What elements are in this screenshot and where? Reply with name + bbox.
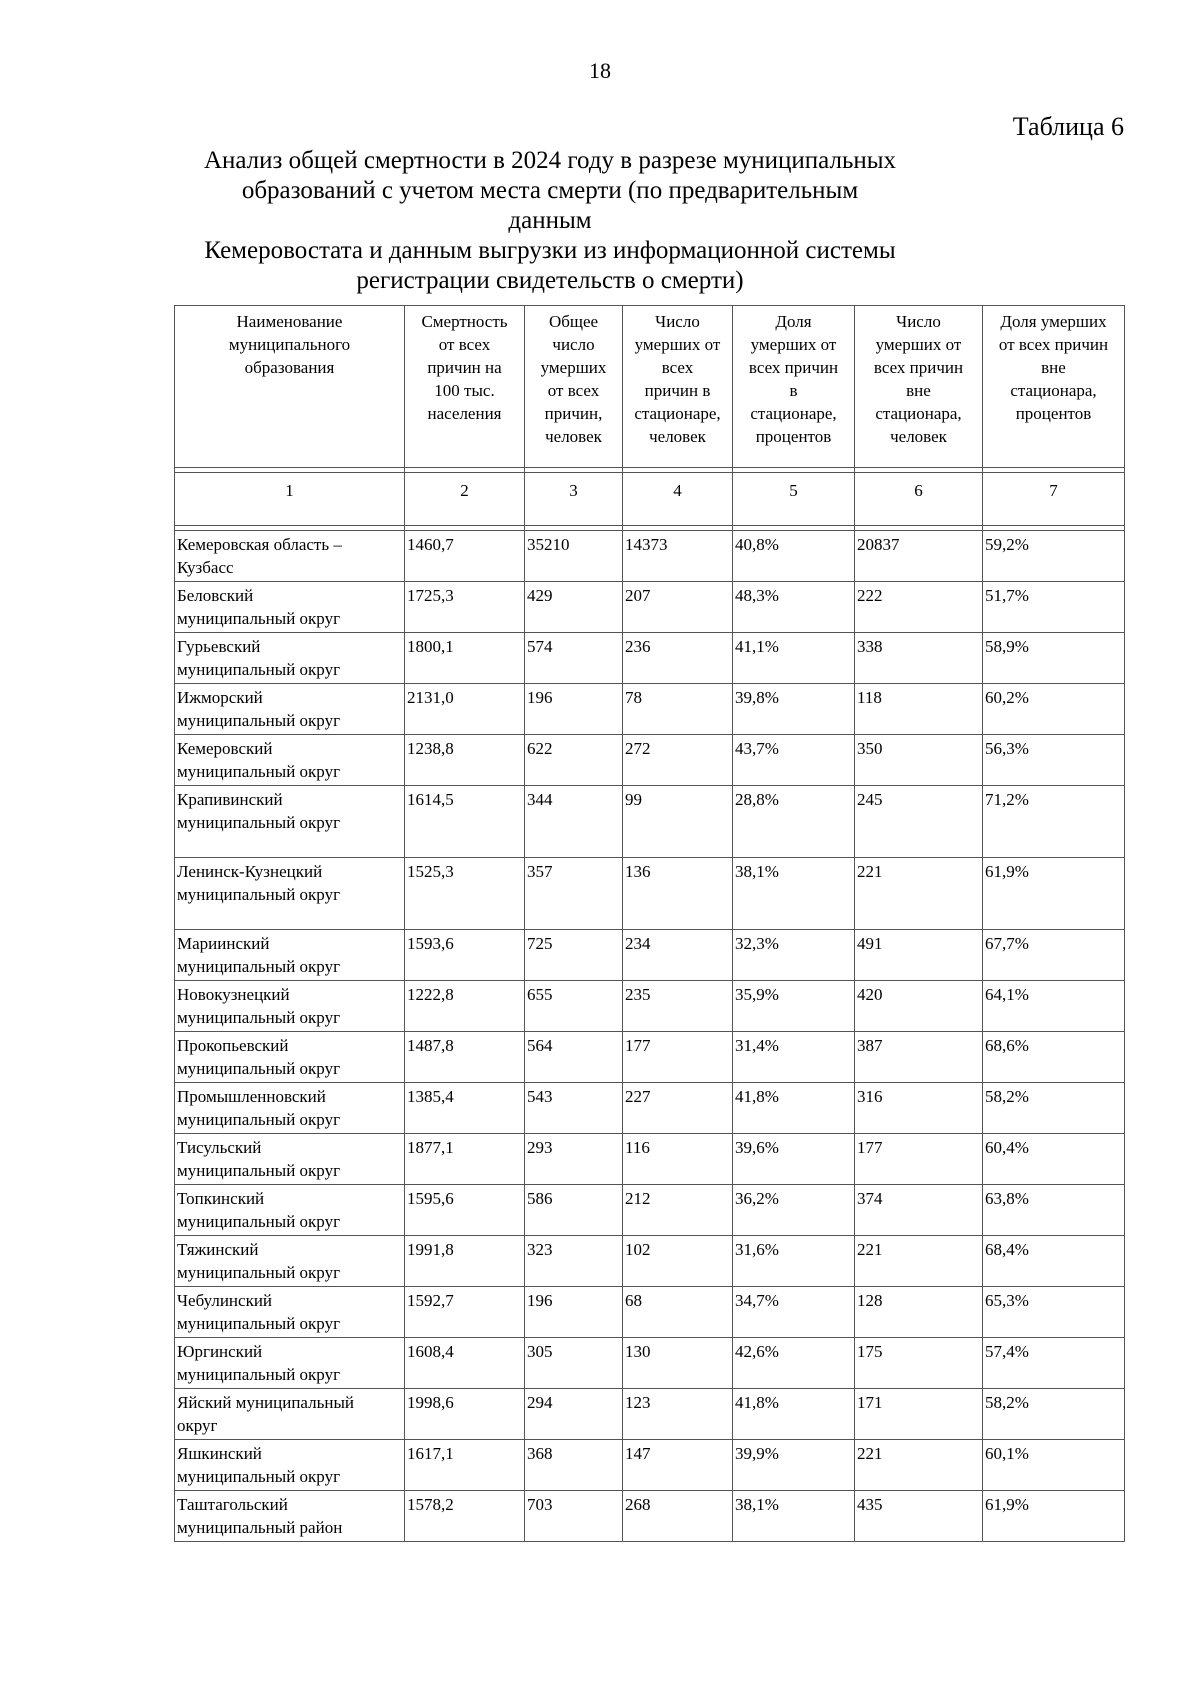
cell-in-hosp-pct: 38,1% (733, 858, 855, 930)
cell-out-hosp: 222 (855, 582, 983, 633)
column-header-line: муниципального (228, 335, 351, 354)
cell-in-hosp: 177 (623, 1032, 733, 1083)
cell-rate: 1991,8 (405, 1236, 525, 1287)
cell-rate: 1385,4 (405, 1083, 525, 1134)
table-row (175, 1338, 1125, 1389)
cell-rate: 1998,6 (405, 1389, 525, 1440)
column-header-line: Доля (775, 312, 812, 331)
cell-out-hosp: 420 (855, 981, 983, 1032)
column-header-line: стационара, (1010, 381, 1097, 400)
cell-in-hosp: 235 (623, 981, 733, 1032)
cell-out-hosp-pct: 60,1% (983, 1440, 1125, 1491)
column-header-line: умерших от (634, 335, 721, 354)
cell-out-hosp: 221 (855, 1236, 983, 1287)
column-header-line: всех причин (873, 358, 964, 377)
cell-out-hosp: 177 (855, 1134, 983, 1185)
municipality-name (175, 1338, 405, 1389)
cell-in-hosp: 14373 (623, 531, 733, 582)
cell-in-hosp-pct: 48,3% (733, 582, 855, 633)
municipality-name-line: муниципальный округ (177, 1314, 341, 1333)
cell-out-hosp: 350 (855, 735, 983, 786)
municipality-name (175, 1236, 405, 1287)
column-header-line: число (552, 335, 595, 354)
cell-rate: 1460,7 (405, 531, 525, 582)
cell-in-hosp-pct: 41,8% (733, 1389, 855, 1440)
cell-out-hosp-pct: 56,3% (983, 735, 1125, 786)
column-header-line: процентов (1015, 404, 1092, 423)
cell-in-hosp: 116 (623, 1134, 733, 1185)
column-number: 5 (733, 473, 855, 526)
table-row (175, 1389, 1125, 1440)
column-number: 3 (525, 473, 623, 526)
cell-out-hosp: 221 (855, 858, 983, 930)
cell-total: 368 (525, 1440, 623, 1491)
cell-rate: 1593,6 (405, 930, 525, 981)
cell-out-hosp-pct: 65,3% (983, 1287, 1125, 1338)
municipality-name (175, 531, 405, 582)
cell-out-hosp: 374 (855, 1185, 983, 1236)
cell-in-hosp: 212 (623, 1185, 733, 1236)
column-header-line: процентов (755, 427, 832, 446)
cell-out-hosp-pct: 64,1% (983, 981, 1125, 1032)
municipality-name-line: Кемеровская область – (177, 535, 342, 554)
cell-rate: 2131,0 (405, 684, 525, 735)
cell-rate: 1595,6 (405, 1185, 525, 1236)
table-row (175, 1287, 1125, 1338)
cell-total: 543 (525, 1083, 623, 1134)
title-line: регистрации свидетельств о смерти) (356, 267, 744, 294)
municipality-name-line: муниципальный округ (177, 711, 341, 730)
column-header-line: от всех причин (998, 335, 1109, 354)
municipality-name-line: Беловский (177, 586, 254, 605)
cell-total: 294 (525, 1389, 623, 1440)
column-header-line: вне (906, 381, 931, 400)
cell-total: 703 (525, 1491, 623, 1542)
cell-total: 725 (525, 930, 623, 981)
municipality-name-line: Прокопьевский (177, 1036, 289, 1055)
municipality-name-line: Яшкинский (177, 1444, 262, 1463)
cell-in-hosp: 207 (623, 582, 733, 633)
municipality-name-line: Гурьевский (177, 637, 261, 656)
column-header-line: Общее (548, 312, 599, 331)
cell-total: 586 (525, 1185, 623, 1236)
cell-out-hosp: 128 (855, 1287, 983, 1338)
title-line: Кемеровостата и данным выгрузки из информационной системы (204, 237, 896, 264)
municipality-name-line: Мариинский (177, 934, 270, 953)
column-header-line: Смертность (421, 312, 508, 331)
column-header-line: Доля умерших (1000, 312, 1107, 331)
municipality-name-line: Ижморский (177, 688, 263, 707)
cell-in-hosp: 236 (623, 633, 733, 684)
cell-in-hosp: 227 (623, 1083, 733, 1134)
cell-rate: 1222,8 (405, 981, 525, 1032)
cell-in-hosp-pct: 31,6% (733, 1236, 855, 1287)
cell-in-hosp-pct: 43,7% (733, 735, 855, 786)
cell-total: 574 (525, 633, 623, 684)
cell-rate: 1525,3 (405, 858, 525, 930)
table-row (175, 1083, 1125, 1134)
table-row (175, 633, 1125, 684)
municipality-name-line: Новокузнецкий (177, 985, 290, 1004)
column-header-line: Число (896, 312, 941, 331)
column-header-line: умерших от (875, 335, 962, 354)
mortality-table (174, 305, 1125, 1542)
municipality-name (175, 1134, 405, 1185)
cell-total: 35210 (525, 531, 623, 582)
municipality-name (175, 633, 405, 684)
column-header-line: от всех (547, 381, 600, 400)
municipality-name-line: Ленинск-Кузнецкий (177, 862, 323, 881)
cell-out-hosp-pct: 57,4% (983, 1338, 1125, 1389)
column-header-line: от всех (438, 335, 491, 354)
cell-in-hosp-pct: 31,4% (733, 1032, 855, 1083)
table-row (175, 1185, 1125, 1236)
cell-in-hosp-pct: 35,9% (733, 981, 855, 1032)
cell-in-hosp: 123 (623, 1389, 733, 1440)
cell-out-hosp: 316 (855, 1083, 983, 1134)
column-header-line: стационаре, (634, 404, 721, 423)
cell-in-hosp: 268 (623, 1491, 733, 1542)
cell-out-hosp: 435 (855, 1491, 983, 1542)
cell-in-hosp-pct: 34,7% (733, 1287, 855, 1338)
cell-in-hosp: 78 (623, 684, 733, 735)
cell-in-hosp-pct: 39,8% (733, 684, 855, 735)
table-row (175, 1440, 1125, 1491)
municipality-name (175, 1287, 405, 1338)
municipality-name (175, 1389, 405, 1440)
cell-out-hosp-pct: 58,2% (983, 1389, 1125, 1440)
cell-out-hosp: 171 (855, 1389, 983, 1440)
table-row (175, 981, 1125, 1032)
cell-total: 293 (525, 1134, 623, 1185)
column-header-line: причин в (644, 381, 711, 400)
municipality-name-line: муниципальный округ (177, 813, 341, 832)
column-header-line: умерших от (750, 335, 837, 354)
cell-rate: 1877,1 (405, 1134, 525, 1185)
column-number: 7 (983, 473, 1125, 526)
table-row (175, 582, 1125, 633)
cell-out-hosp: 491 (855, 930, 983, 981)
cell-out-hosp-pct: 60,2% (983, 684, 1125, 735)
column-header (855, 306, 983, 468)
column-header-line: вне (1041, 358, 1066, 377)
cell-in-hosp: 130 (623, 1338, 733, 1389)
cell-rate: 1592,7 (405, 1287, 525, 1338)
municipality-name-line: муниципальный округ (177, 957, 341, 976)
column-header (733, 306, 855, 468)
column-header-line: причин на (427, 358, 502, 377)
column-header-line: стационаре, (750, 404, 837, 423)
municipality-name-line: муниципальный округ (177, 1467, 341, 1486)
table-row (175, 1236, 1125, 1287)
column-header-line: населения (427, 404, 502, 423)
cell-out-hosp-pct: 68,4% (983, 1236, 1125, 1287)
cell-total: 196 (525, 684, 623, 735)
column-header-line: человек (649, 427, 706, 446)
cell-total: 564 (525, 1032, 623, 1083)
cell-total: 323 (525, 1236, 623, 1287)
table-row (175, 1134, 1125, 1185)
municipality-name-line: Тяжинский (177, 1240, 259, 1259)
title-line: Анализ общей смертности в 2024 году в разрезе муниципальных (203, 147, 897, 174)
cell-out-hosp-pct: 51,7% (983, 582, 1125, 633)
cell-out-hosp-pct: 68,6% (983, 1032, 1125, 1083)
municipality-name (175, 786, 405, 858)
municipality-name-line: Таштагольский (177, 1495, 288, 1514)
table-row (175, 858, 1125, 930)
column-number: 2 (405, 473, 525, 526)
municipality-name (175, 1032, 405, 1083)
cell-in-hosp: 102 (623, 1236, 733, 1287)
cell-out-hosp-pct: 60,4% (983, 1134, 1125, 1185)
municipality-name (175, 981, 405, 1032)
cell-total: 196 (525, 1287, 623, 1338)
cell-total: 305 (525, 1338, 623, 1389)
column-header-line: Наименование (236, 312, 343, 331)
cell-in-hosp-pct: 40,8% (733, 531, 855, 582)
cell-out-hosp-pct: 59,2% (983, 531, 1125, 582)
cell-in-hosp: 99 (623, 786, 733, 858)
cell-out-hosp-pct: 67,7% (983, 930, 1125, 981)
table-row (175, 531, 1125, 582)
municipality-name (175, 1185, 405, 1236)
column-header-line: всех причин (748, 358, 839, 377)
cell-in-hosp-pct: 41,8% (733, 1083, 855, 1134)
municipality-name (175, 735, 405, 786)
cell-out-hosp-pct: 61,9% (983, 858, 1125, 930)
cell-out-hosp-pct: 71,2% (983, 786, 1125, 858)
municipality-name-line: Промышленновский (177, 1087, 326, 1106)
column-header (175, 306, 405, 468)
municipality-name-line: муниципальный район (177, 1518, 343, 1537)
municipality-name (175, 684, 405, 735)
column-header-line: Число (655, 312, 700, 331)
table-title (200, 146, 900, 296)
cell-rate: 1238,8 (405, 735, 525, 786)
column-header-line: образования (244, 358, 335, 377)
municipality-name-line: муниципальный округ (177, 1008, 341, 1027)
column-number: 6 (855, 473, 983, 526)
column-number-row (175, 473, 1125, 526)
municipality-name-line: муниципальный округ (177, 1059, 341, 1078)
column-header (405, 306, 525, 468)
cell-out-hosp: 338 (855, 633, 983, 684)
cell-in-hosp-pct: 42,6% (733, 1338, 855, 1389)
column-number: 1 (175, 473, 405, 526)
column-header-line: умерших (540, 358, 607, 377)
header-row (175, 306, 1125, 468)
cell-in-hosp: 68 (623, 1287, 733, 1338)
column-header-line: причин, (544, 404, 603, 423)
cell-out-hosp: 221 (855, 1440, 983, 1491)
column-header-line: в (789, 381, 798, 400)
municipality-name (175, 582, 405, 633)
page-number: 18 (589, 58, 611, 83)
cell-out-hosp: 245 (855, 786, 983, 858)
cell-total: 357 (525, 858, 623, 930)
table-row (175, 1032, 1125, 1083)
column-header (525, 306, 623, 468)
municipality-name-line: муниципальный округ (177, 609, 341, 628)
cell-rate: 1614,5 (405, 786, 525, 858)
cell-in-hosp: 234 (623, 930, 733, 981)
cell-rate: 1800,1 (405, 633, 525, 684)
municipality-name (175, 1491, 405, 1542)
column-header-line: всех (661, 358, 694, 377)
cell-rate: 1578,2 (405, 1491, 525, 1542)
table-row (175, 735, 1125, 786)
cell-out-hosp: 20837 (855, 531, 983, 582)
column-number: 4 (623, 473, 733, 526)
municipality-name-line: муниципальный округ (177, 1110, 341, 1129)
municipality-name-line: Тисульский (177, 1138, 262, 1157)
title-line: образований с учетом места смерти (по предварительным данным (241, 177, 859, 234)
cell-out-hosp-pct: 58,9% (983, 633, 1125, 684)
municipality-name (175, 858, 405, 930)
municipality-name-line: Чебулинский (177, 1291, 273, 1310)
cell-out-hosp-pct: 61,9% (983, 1491, 1125, 1542)
column-header-line: человек (545, 427, 602, 446)
cell-out-hosp: 175 (855, 1338, 983, 1389)
municipality-name-line: Кемеровский (177, 739, 273, 758)
column-header (623, 306, 733, 468)
table-row (175, 1491, 1125, 1542)
municipality-name-line: муниципальный округ (177, 1161, 341, 1180)
table-row (175, 930, 1125, 981)
cell-rate: 1608,4 (405, 1338, 525, 1389)
cell-total: 344 (525, 786, 623, 858)
column-header-line: человек (890, 427, 947, 446)
municipality-name-line: Юргинский (177, 1342, 263, 1361)
cell-out-hosp-pct: 63,8% (983, 1185, 1125, 1236)
column-header-line: 100 тыс. (434, 381, 495, 400)
cell-total: 655 (525, 981, 623, 1032)
municipality-name-line: муниципальный округ (177, 1212, 341, 1231)
cell-in-hosp: 136 (623, 858, 733, 930)
municipality-name-line: муниципальный округ (177, 762, 341, 781)
cell-out-hosp: 387 (855, 1032, 983, 1083)
municipality-name (175, 1440, 405, 1491)
cell-in-hosp-pct: 41,1% (733, 633, 855, 684)
municipality-name-line: муниципальный округ (177, 660, 341, 679)
cell-rate: 1725,3 (405, 582, 525, 633)
municipality-name-line: Крапивинский (177, 790, 283, 809)
municipality-name-line: Топкинский (177, 1189, 265, 1208)
municipality-name (175, 1083, 405, 1134)
column-header-line: стационара, (875, 404, 962, 423)
municipality-name-line: муниципальный округ (177, 1365, 341, 1384)
cell-out-hosp: 118 (855, 684, 983, 735)
cell-in-hosp-pct: 28,8% (733, 786, 855, 858)
table-label: Таблица 6 (1012, 112, 1124, 141)
cell-in-hosp: 147 (623, 1440, 733, 1491)
cell-in-hosp: 272 (623, 735, 733, 786)
cell-rate: 1487,8 (405, 1032, 525, 1083)
cell-in-hosp-pct: 36,2% (733, 1185, 855, 1236)
municipality-name-line: муниципальный округ (177, 1263, 341, 1282)
table-row (175, 684, 1125, 735)
cell-out-hosp-pct: 58,2% (983, 1083, 1125, 1134)
cell-total: 622 (525, 735, 623, 786)
cell-in-hosp-pct: 38,1% (733, 1491, 855, 1542)
municipality-name-line: Кузбасс (177, 558, 234, 577)
cell-in-hosp-pct: 39,9% (733, 1440, 855, 1491)
cell-total: 429 (525, 582, 623, 633)
table-row (175, 786, 1125, 858)
municipality-name-line: Яйский муниципальный (177, 1393, 354, 1412)
municipality-name-line: округ (177, 1416, 218, 1435)
cell-in-hosp-pct: 32,3% (733, 930, 855, 981)
cell-in-hosp-pct: 39,6% (733, 1134, 855, 1185)
municipality-name-line: муниципальный округ (177, 885, 341, 904)
cell-rate: 1617,1 (405, 1440, 525, 1491)
municipality-name (175, 930, 405, 981)
column-header (983, 306, 1125, 468)
